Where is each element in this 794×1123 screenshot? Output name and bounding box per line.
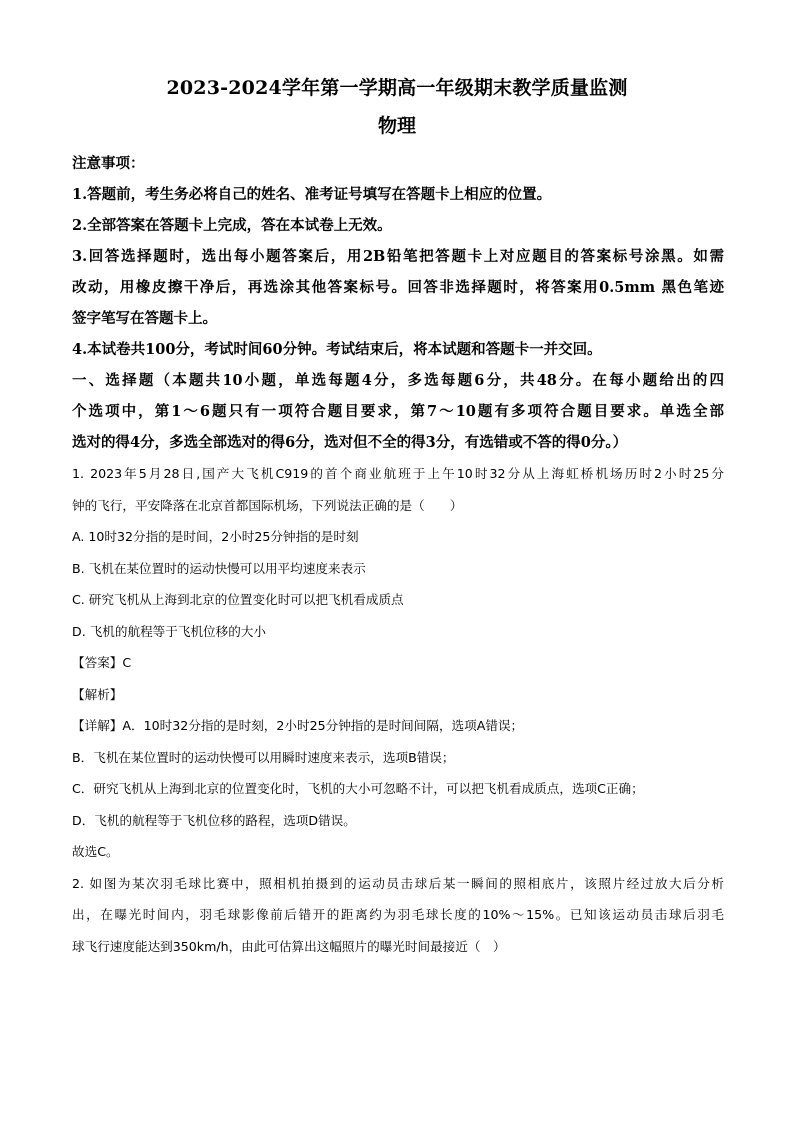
question-1-option-a: A. 10时32分指的是时间，2小时25分钟指的是时刻	[72, 529, 359, 544]
exam-content	[72, 148, 724, 962]
question-1-detail: C．研究飞机从上海到北京的位置变化时，飞机的大小可忽略不计，可以把飞机看成质点，选项C正确；	[72, 781, 644, 796]
question-1-detail: 【详解】A．10时32分指的是时刻，2小时25分钟指的是时间间隔，选项A错误；	[72, 718, 524, 733]
question-2-stem: 2. 如图为某次羽毛球比赛中，照相机拍摄到的运动员击球后某一瞬间的照相底片，该照片经过放大后分析	[72, 875, 724, 891]
notice-item: 3.回答选择题时，选出每小题答案后，用2B铅笔把答题卡上对应题目的答案标号涂黑。如需	[72, 248, 724, 265]
question-1-detail: B．飞机在某位置时的运动快慢可以用瞬时速度来表示，选项B错误；	[72, 749, 455, 765]
section-instruction: 一、选择题（本题共10小题，单选每题4分，多选每题6分，共48分。在每小题给出的四	[72, 372, 724, 389]
section-instruction: 个选项中，第1～6题只有一项符合题目要求，第7～10题有多项符合题目要求。单选全部	[72, 403, 724, 420]
notice-item: 改动，用橡皮擦干净后，再选涂其他答案标号。回答非选择题时，将答案用0.5mm 黑色笔迹	[72, 279, 724, 296]
question-1-stem: 1. 2023年5月28日,国产大飞机C919的首个商业航班于上午10时32分从上海虹桥机场历时2小时25分	[72, 466, 724, 481]
exam-title: 2023-2024学年第一学期高一年级期末教学质量监测	[166, 77, 628, 99]
subject-title: 物理	[377, 115, 416, 137]
notice-item: 2.全部答案在答题卡上完成，答在本试卷上无效。	[72, 217, 392, 234]
question-1-stem: 钟的飞行，平安降落在北京首都国际机场，下列说法正确的是（ ）	[72, 497, 463, 513]
question-1-detail: D．飞机的航程等于飞机位移的路程，选项D错误。	[72, 812, 356, 828]
notice-heading: 注意事项：	[72, 155, 145, 172]
question-1-option-c: C. 研究飞机从上海到北京的位置变化时可以把飞机看成质点	[72, 592, 404, 607]
question-1-option-b: B. 飞机在某位置时的运动快慢可以用平均速度来表示	[72, 560, 366, 576]
question-1-answer: 【答案】C	[72, 655, 132, 670]
notice-item: 签字笔写在答题卡上。	[72, 310, 217, 327]
section-instruction: 选对的得4分，多选全部选对的得6分，选对但不全的得3分，有选错或不答的得0分。）	[72, 434, 628, 451]
notice-item: 4.本试卷共100分，考试时间60分钟。考试结束后，将本试题和答题卡一并交回。	[72, 341, 602, 358]
question-2-stem: 球飞行速度能达到350km/h，由此可估算出这幅照片的曝光时间最接近（ ）	[72, 938, 506, 954]
question-1-conclusion: 故选C。	[72, 844, 119, 859]
notice-item: 1.答题前，考生务必将自己的姓名、准考证号填写在答题卡上相应的位置。	[72, 186, 552, 203]
question-2-stem: 出，在曝光时间内，羽毛球影像前后错开的距离约为羽毛球长度的10%～15%。已知该运动员击球后羽毛	[72, 907, 724, 922]
question-1-analysis-label: 【解析】	[72, 686, 123, 702]
question-1-option-d: D. 飞机的航程等于飞机位移的大小	[72, 623, 267, 639]
